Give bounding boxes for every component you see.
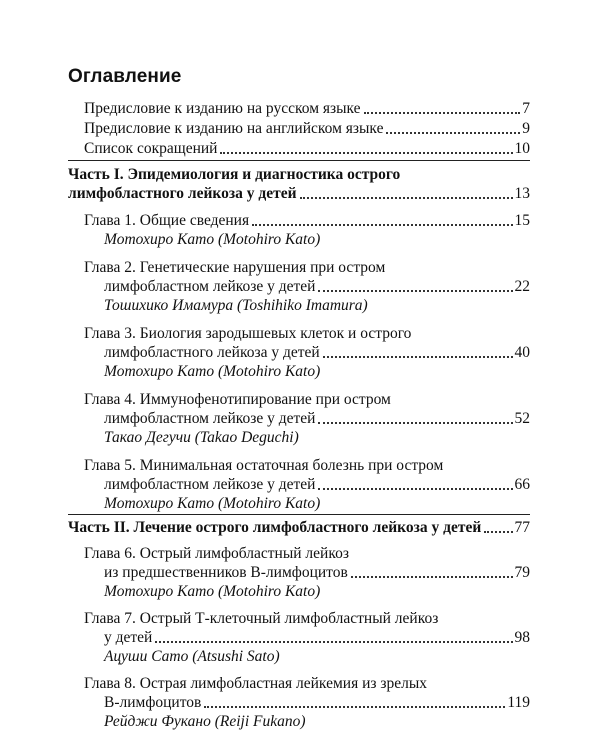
leader-dots [351,575,513,578]
chapter-5-author: Мотохиро Като (Motohiro Kato) [104,495,321,512]
chapter-1-author: Мотохиро Като (Motohiro Kato) [104,231,321,248]
chapter-8-page: 119 [507,694,530,711]
toc-entry-title: Список сокращений [84,140,218,157]
chapter-2-author: Тошихико Имамура (Toshihiko Imamura) [104,297,368,314]
leader-dots [386,131,520,134]
chapter-6-title-line2: из предшественников В-лимфоцитов 79 [104,564,530,581]
section-divider [68,160,530,161]
chapter-8-title-line2: В-лимфоцитов 119 [104,694,530,711]
chapter-6-page: 79 [514,564,530,581]
toc-entry-title: Предисловие к изданию на английском языке [84,120,384,137]
chapter-4-title-line2: лимфобластном лейкозе у детей 52 [104,410,530,427]
leader-dots [323,355,513,358]
chapter-5-page: 66 [514,476,530,493]
leader-dots [318,487,512,490]
chapter-5-title-line2: лимфобластном лейкозе у детей 66 [104,476,530,493]
toc-entry-title: Предисловие к изданию на русском языке [84,100,361,117]
part-2-title: Часть II. Лечение острого лимфобластного лейкоза у детей 77 [68,519,530,536]
toc-entry-front [84,100,530,118]
chapter-2-title-line2: лимфобластном лейкозе у детей 22 [104,278,530,295]
toc-entry-page: 10 [514,140,530,157]
toc-entry-page: 9 [522,120,530,137]
part-1-title-line2: лимфобластного лейкоза у детей 13 [68,185,530,202]
chapter-2-title-line1: Глава 2. Генетические нарушения при остром [84,259,386,276]
part-1-page: 13 [514,185,530,202]
toc-heading: Оглавление [68,66,182,87]
leader-dots [318,289,512,292]
leader-dots [252,223,512,226]
chapter-1-page: 15 [514,212,530,229]
chapter-8-title-line1: Глава 8. Острая лимфобластная лейкемия из зрелых [84,675,428,692]
leader-dots [484,530,512,533]
toc-entry-front [84,140,530,158]
chapter-3-author: Мотохиро Като (Motohiro Kato) [104,363,321,380]
chapter-1-title: Глава 1. Общие сведения 15 [84,212,530,229]
chapter-5-title-line1: Глава 5. Минимальная остаточная болезнь при остром [84,457,444,474]
toc-entry-front [84,120,530,138]
chapter-3-title-line2: лимфобластного лейкоза у детей 40 [104,344,530,361]
leader-dots [364,111,521,114]
leader-dots [204,705,505,708]
leader-dots [220,151,512,154]
chapter-4-page: 52 [514,410,530,427]
section-divider [68,514,530,515]
part-2-page: 77 [514,519,530,536]
chapter-6-author: Мотохиро Като (Motohiro Kato) [104,583,321,600]
leader-dots [155,640,512,643]
chapter-3-title-line1: Глава 3. Биология зародышевых клеток и острого [84,325,412,342]
chapter-7-page: 98 [514,629,530,646]
toc-entry-page: 7 [522,100,530,117]
leader-dots [300,196,513,199]
chapter-4-author: Такао Дегучи (Takao Deguchi) [104,429,299,446]
chapter-7-title-line1: Глава 7. Острый Т-клеточный лимфобластный лейкоз [84,610,439,627]
chapter-4-title-line1: Глава 4. Иммунофенотипирование при остром [84,391,391,408]
chapter-8-author: Рейджи Фукано (Reiji Fukano) [104,713,306,730]
chapter-3-page: 40 [514,344,530,361]
part-1-title-line1: Часть I. Эпидемиология и диагностика острого [68,166,401,183]
leader-dots [318,421,512,424]
chapter-2-page: 22 [514,278,530,295]
chapter-7-title-line2: у детей 98 [104,629,530,646]
chapter-6-title-line1: Глава 6. Острый лимфобластный лейкоз [84,545,349,562]
chapter-7-author: Ацуши Сато (Atsushi Sato) [104,648,280,665]
